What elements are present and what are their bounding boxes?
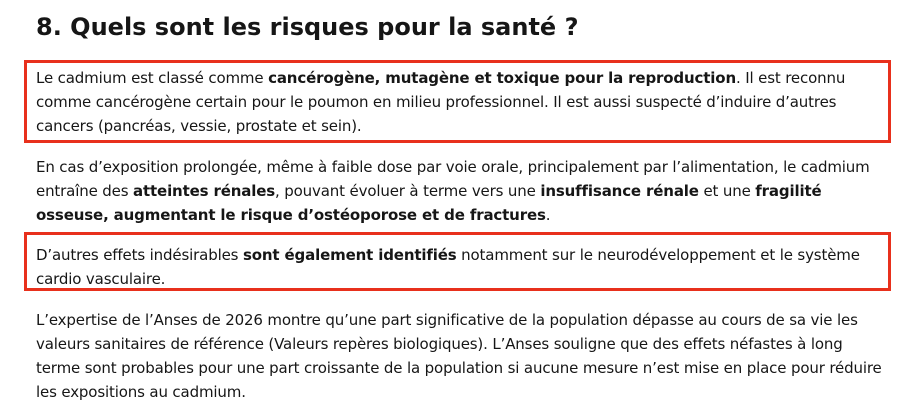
text-run-bold: insuffisance rénale xyxy=(540,182,699,200)
text-run-bold: fragilité osseuse, augmentant le risque d’ostéoporose et de fractures xyxy=(36,182,822,224)
text-run-bold: sont également identifiés xyxy=(242,246,457,264)
text-run-bold: cancérogène, mutagène et toxique pour la reproduction xyxy=(268,69,736,87)
text-run: notamment sur le neurodéveloppement et le système cardio vasculaire. xyxy=(36,246,860,288)
section-title: 8. Quels sont les risques pour la santé ? xyxy=(36,13,579,41)
text-run: , pouvant évoluer à terme vers une xyxy=(275,182,541,200)
paragraph-anses-expertise xyxy=(36,308,886,404)
paragraph-other-effects xyxy=(36,243,886,291)
paragraph-carcinogen xyxy=(36,66,886,138)
text-run: . Il est reconnu comme cancérogène certain pour le poumon en milieu professionnel. Il est aussi suspecté d’induire d’autres cancers (pancréas, vessie, prostate et sein). xyxy=(36,69,846,135)
text-run-bold: atteintes rénales xyxy=(133,182,276,200)
text-run: Le cadmium est classé comme xyxy=(36,69,269,87)
text-run: L’expertise de l’Anses de 2026 montre qu’une part significative de la population dépasse au cours de sa vie les valeurs sanitaires de référence (Valeurs repères biologiques). L’Anses souligne que des effets néfastes à long terme sont probables pour une part croissante de la population si aucune mesure n’est mise en place pour réduire les expositions au cadmium. xyxy=(36,311,882,401)
text-run: En cas d’exposition prolongée, même à faible dose par voie orale, principalement par l’alimentation, le cadmium entraîne des xyxy=(36,158,870,200)
text-run: D’autres effets indésirables xyxy=(36,246,243,264)
paragraph-renal-effects xyxy=(36,155,886,227)
text-run: . xyxy=(545,206,551,224)
text-run: et une xyxy=(698,182,756,200)
